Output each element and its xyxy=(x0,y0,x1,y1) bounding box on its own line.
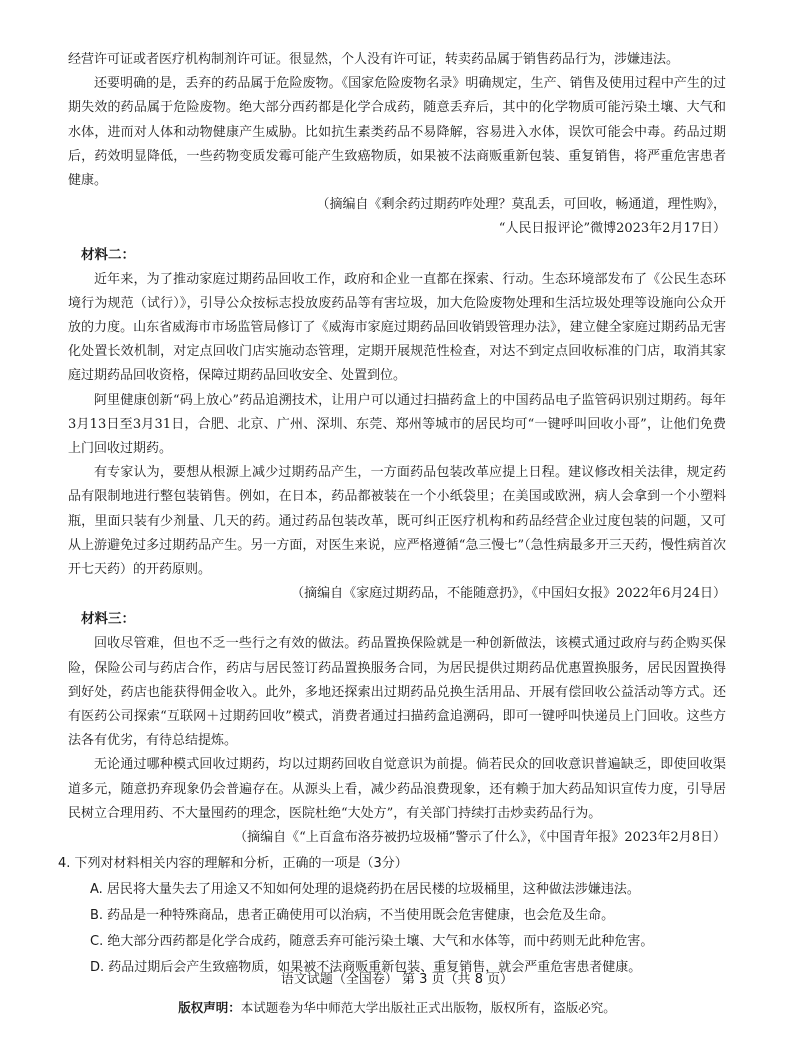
question-4-option-a[interactable]: A. 居民将大量失去了用途又不知如何处理的退烧药扔在居民楼的垃圾桶里，这种做法涉嫌违法。 xyxy=(90,882,640,898)
material3-heading: 材料三： xyxy=(81,611,135,628)
material1-source-line2: “人民日报评论”微博2023年2月17日） xyxy=(498,221,726,237)
page-footer-info: 语文试题（全国卷） 第 3 页（共 8 页） xyxy=(280,972,514,987)
copyright-label: 版权声明： xyxy=(178,1000,241,1015)
copyright-text: 本试题卷为华中师范大学出版社正式出版物，版权所有，盗版必究。 xyxy=(240,1000,616,1015)
material2-paragraph-1: 近年来，为了推动家庭过期药品回收工作，政府和企业一直都在探索、行动。生态环境部发布了《公民生态环境行为规范（试行）》，引导公众按标志投放废药品等有害垃圾，加大危险废物处理和生活垃圾处理等设施向公众开放的力度。山东省威海市市场监管局修订了《威海市家庭过期药品回收销毁管理办法》，建立健全家庭过期药品无害化处置长效机制，对定点回收门店实施动态管理，定期开展规范性检查，对达不到定点回收标准的门店，取消其家庭过期药品回收资格，保障过期药品回收安全、处置到位。 xyxy=(68,271,726,384)
material2-source: （摘编自《家庭过期药品，不能随意扔》，《中国妇女报》2022年6月24日） xyxy=(291,586,726,602)
material1-tail-paragraph: 经营许可证或者医疗机构制剂许可证。很显然，个人没有许可证，转卖药品属于销售药品行为，涉嫌违法。 xyxy=(68,52,680,67)
material1-paragraph: 还要明确的是，丢弃的药品属于危险废物。《国家危险废物名录》明确规定，生产、销售及使用过程中产生的过期失效的药品属于危险废物。绝大部分西药都是化学合成药，随意丢弃后，其中的化学物质可能污染土壤、大气和水体，进而对人体和动物健康产生威胁。比如抗生素类药品不易降解，容易进入水体，误饮可能会中毒。药品过期后，药效明显降低，一些药物变质发霉可能产生致癌物质，如果被不法商贩重新包装、重复销售，将严重危害患者健康。 xyxy=(68,76,726,189)
material2-heading: 材料二： xyxy=(81,246,135,263)
question-4-option-c[interactable]: C. 绝大部分西药都是化学合成药，随意丢弃可能污染土壤、大气和水体等，而中药则无此种危害。 xyxy=(90,934,654,950)
question-4-option-b[interactable]: B. 药品是一种特殊商品，患者正确使用可以治病，不当使用既会危害健康，也会危及生命。 xyxy=(90,908,615,924)
material2-paragraph-3: 有专家认为，要想从根源上减少过期药品产生，一方面药品包装改革应提上日程。建议修改相关法律，规定药品有限制地进行整包装销售。例如，在日本，药品都被装在一个小纸袋里；在美国或欧洲，病人会拿到一个小塑料瓶，里面只装有少剂量、几天的药。通过药品包装改革，既可纠正医疗机构和药品经营企业过度包装的问题，又可从上游避免过多过期药品产生。另一方面，对医生来说，应严格遵循“急三慢七”（急性病最多开三天药，慢性病首次开七天药）的开药原则。 xyxy=(68,465,726,578)
question-4-option-d[interactable]: D. 药品过期后会产生致癌物质，如果被不法商贩重新包装、重复销售，就会严重危害患者健康。 xyxy=(90,960,642,976)
copyright-notice xyxy=(0,998,794,1016)
material1-source-line1: （摘编自《剩余药过期药咋处理？莫乱丢，可回收，畅通道，理性购》， xyxy=(316,197,726,213)
material3-paragraph-1: 回收尽管难，但也不乏一些行之有效的做法。药品置换保险就是一种创新做法，该模式通过政府与药企购买保险，保险公司与药店合作，药店与居民签订药品置换服务合同，为居民提供过期药品优惠置换服务，居民因置换得到好处，药店也能获得佣金收入。此外，多地还探索出过期药品兑换生活用品、开展有偿回收公益活动等方式。还有医药公司探索“互联网＋过期药回收”模式，消费者通过扫描药盒追溯码，即可一键呼叫快递员上门回收。这些方法各有优劣，有待总结提炼。 xyxy=(68,636,726,749)
material3-paragraph-2: 无论通过哪种模式回收过期药，均以过期药回收自觉意识为前提。倘若民众的回收意识普遍缺乏，即使回收渠道多元，随意扔弃现象仍会普遍存在。从源头上看，减少药品浪费现象，还有赖于加大药品知识宣传力度，引导居民树立合理用药、不大量囤药的理念，医院杜绝“大处方”，有关部门持续打击炒卖药品行为。 xyxy=(68,757,726,821)
material3-source: （摘编自《“上百盒布洛芬被扔垃圾桶”警示了什么》，《中国青年报》2023年2月8日） xyxy=(234,830,726,846)
material2-paragraph-2: 阿里健康创新“码上放心”药品追溯技术，让用户可以通过扫描药盒上的中国药品电子监管码识别过期药。每年3月13日至3月31日，合肥、北京、广州、深圳、东莞、郑州等城市的居民均可“一键呼叫回收小哥”，让他们免费上门回收过期药。 xyxy=(68,392,726,457)
question-4-stem: 4. 下列对材料相关内容的理解和分析，正确的一项是（3分） xyxy=(58,856,408,872)
